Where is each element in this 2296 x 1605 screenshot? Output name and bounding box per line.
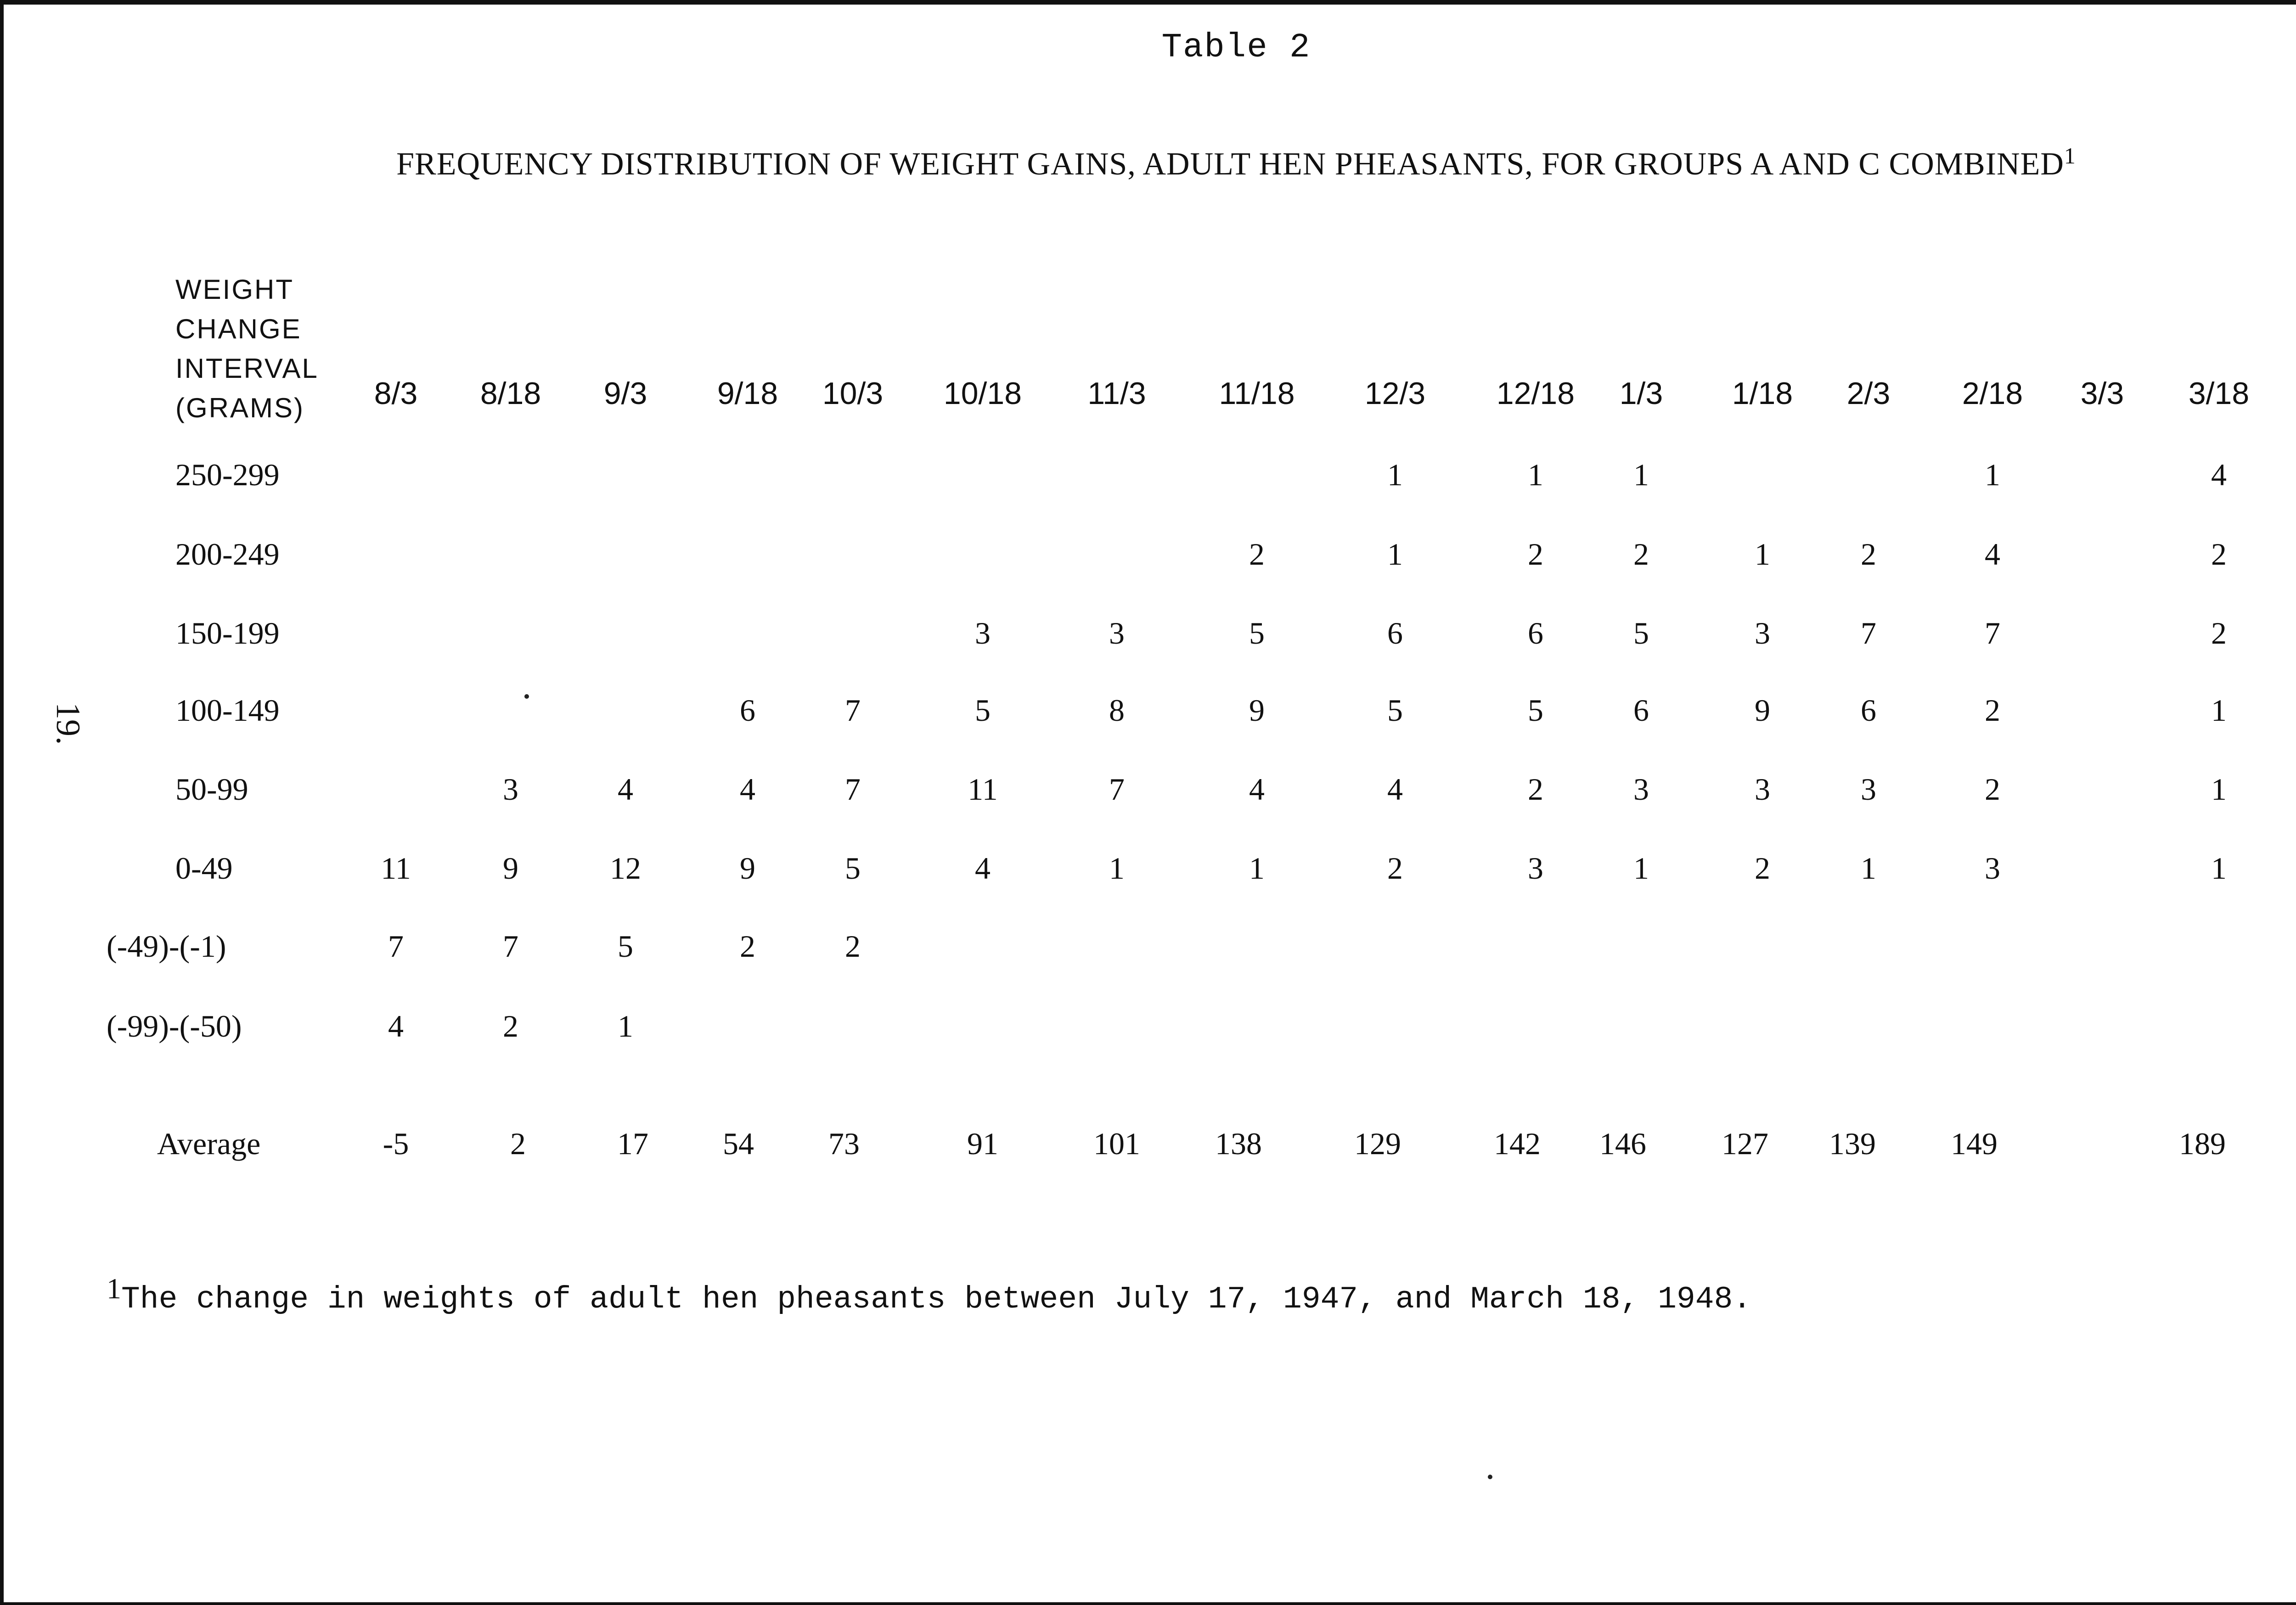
table-cell: 2 (1249, 537, 1265, 572)
table-cell: 1 (2211, 851, 2227, 886)
table-cell: 7 (1985, 616, 2000, 651)
column-header: 9/18 (717, 376, 778, 411)
table-cell: 9 (1755, 693, 1770, 728)
table-cell: 5 (1528, 693, 1543, 728)
average-cell: 149 (1951, 1126, 1998, 1161)
title-footnote-mark: 1 (2064, 143, 2076, 168)
table-cell: 6 (1633, 693, 1649, 728)
row-label: 100-149 (175, 693, 280, 728)
table-cell: 2 (1633, 537, 1649, 572)
row-label: 0-49 (175, 851, 233, 886)
table-cell: 2 (1861, 537, 1876, 572)
table-cell: 2 (2211, 537, 2227, 572)
table-cell: 7 (388, 929, 404, 964)
table-cell: 2 (1528, 772, 1543, 807)
column-header: 12/3 (1364, 376, 1426, 411)
footnote (107, 1272, 1752, 1317)
table-cell: 3 (1861, 772, 1876, 807)
row-label: (-99)-(-50) (107, 1009, 242, 1044)
table-cell: 9 (740, 851, 755, 886)
table-cell: 1 (1249, 851, 1265, 886)
average-cell: 129 (1354, 1126, 1401, 1161)
scan-speck (1488, 1475, 1492, 1479)
table-cell: 6 (1861, 693, 1876, 728)
header-line: INTERVAL (175, 353, 319, 384)
table-cell: 3 (1528, 851, 1543, 886)
table-cell: 1 (1861, 851, 1876, 886)
table-cell: 7 (503, 929, 518, 964)
header-line: (GRAMS) (175, 393, 304, 423)
table-cell: 1 (1633, 851, 1649, 886)
average-cell: -5 (383, 1126, 409, 1161)
table-cell: 3 (975, 616, 990, 651)
table-cell: 6 (1528, 616, 1543, 651)
column-header: 8/3 (374, 376, 418, 411)
header-line: CHANGE (175, 314, 302, 344)
table-cell: 4 (618, 772, 633, 807)
table-cell: 5 (1249, 616, 1265, 651)
table-cell: 7 (845, 772, 861, 807)
table-cell: 6 (740, 693, 755, 728)
average-cell: 54 (723, 1126, 754, 1161)
average-cell: 138 (1215, 1126, 1262, 1161)
table-cell: 3 (503, 772, 518, 807)
table-cell: 2 (1985, 772, 2000, 807)
table-title-text: FREQUENCY DISTRIBUTION OF WEIGHT GAINS, ADULT HEN PHEASANTS, FOR GROUPS A AND C COMBINED (396, 146, 2064, 182)
column-header: 2/3 (1846, 376, 1891, 411)
table-cell: 1 (1633, 457, 1649, 492)
table-cell: 3 (1755, 616, 1770, 651)
column-header: 9/3 (603, 376, 647, 411)
table-cell: 4 (1985, 537, 2000, 572)
table-cell: 1 (1985, 457, 2000, 492)
table-cell: 9 (503, 851, 518, 886)
row-label: (-49)-(-1) (107, 929, 226, 964)
table-cell: 1 (2211, 772, 2227, 807)
table-cell: 2 (2211, 616, 2227, 651)
table-cell: 12 (610, 851, 641, 886)
average-cell: 142 (1494, 1126, 1541, 1161)
average-cell: 2 (510, 1126, 526, 1161)
table-cell: 3 (1633, 772, 1649, 807)
column-header: 10/18 (943, 376, 1022, 411)
table-label: Table 2 (1161, 28, 1311, 67)
table-cell: 1 (618, 1009, 633, 1044)
weight-change-header (175, 270, 319, 428)
table-cell: 5 (1633, 616, 1649, 651)
table-cell: 3 (1109, 616, 1125, 651)
table-cell: 4 (740, 772, 755, 807)
column-header: 3/3 (2080, 376, 2124, 411)
table-cell: 3 (1985, 851, 2000, 886)
table-cell: 5 (975, 693, 990, 728)
row-label: 50-99 (175, 772, 248, 807)
column-header: 12/18 (1496, 376, 1575, 411)
header-line: WEIGHT (175, 274, 294, 305)
average-label: Average (157, 1126, 261, 1161)
table-cell: 11 (381, 851, 411, 886)
table-cell: 1 (1387, 457, 1403, 492)
column-header: 8/18 (480, 376, 541, 411)
footnote-text: The change in weights of adult hen pheasants between July 17, 1947, and March 18, 1948. (121, 1282, 1752, 1317)
column-header: 11/18 (1219, 376, 1295, 411)
average-cell: 189 (2179, 1126, 2226, 1161)
table-cell: 4 (1249, 772, 1265, 807)
table-cell: 2 (503, 1009, 518, 1044)
average-cell: 73 (828, 1126, 860, 1161)
table-cell: 1 (1755, 537, 1770, 572)
table-cell: 6 (1387, 616, 1403, 651)
row-label: 150-199 (175, 616, 280, 651)
table-cell: 2 (1755, 851, 1770, 886)
table-cell: 2 (1528, 537, 1543, 572)
table-cell: 7 (1861, 616, 1876, 651)
scan-speck (524, 694, 529, 699)
average-cell: 91 (967, 1126, 998, 1161)
footnote-mark: 1 (107, 1272, 121, 1305)
table-cell: 7 (1109, 772, 1125, 807)
column-header: 2/18 (1962, 376, 2023, 411)
row-label: 250-299 (175, 457, 280, 492)
table-cell: 3 (1755, 772, 1770, 807)
column-header: 3/18 (2188, 376, 2250, 411)
column-header: 1/18 (1732, 376, 1793, 411)
column-header: 10/3 (822, 376, 884, 411)
average-cell: 127 (1722, 1126, 1768, 1161)
table-cell: 4 (1387, 772, 1403, 807)
average-cell: 139 (1829, 1126, 1876, 1161)
table-cell: 5 (845, 851, 861, 886)
average-cell: 101 (1093, 1126, 1140, 1161)
table-cell: 1 (1387, 537, 1403, 572)
table-cell: 4 (2211, 457, 2227, 492)
column-header: 1/3 (1619, 376, 1663, 411)
table-cell: 4 (388, 1009, 404, 1044)
page-number: 19. (49, 702, 87, 745)
table-cell: 5 (1387, 693, 1403, 728)
table-cell: 1 (1528, 457, 1543, 492)
table-cell: 9 (1249, 693, 1265, 728)
table-cell: 11 (968, 772, 998, 807)
table-cell: 5 (618, 929, 633, 964)
table-cell: 2 (845, 929, 861, 964)
table-cell: 2 (740, 929, 755, 964)
column-header: 11/3 (1087, 376, 1146, 411)
table-cell: 1 (2211, 693, 2227, 728)
table-cell: 4 (975, 851, 990, 886)
table-cell: 8 (1109, 693, 1125, 728)
table-title (0, 143, 2296, 183)
average-cell: 17 (617, 1126, 648, 1161)
table-cell: 1 (1109, 851, 1125, 886)
average-cell: 146 (1599, 1126, 1646, 1161)
row-label: 200-249 (175, 537, 280, 572)
table-cell: 2 (1985, 693, 2000, 728)
table-cell: 2 (1387, 851, 1403, 886)
table-cell: 7 (845, 693, 861, 728)
